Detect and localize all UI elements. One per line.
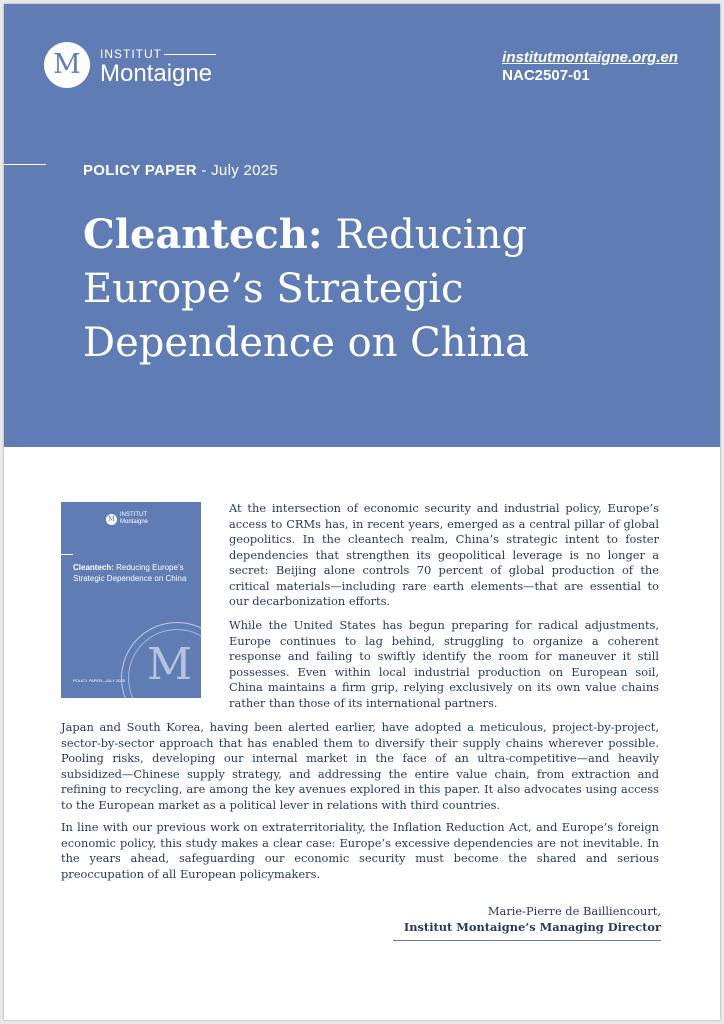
body-paragraph-1: At the intersection of economic security and industrial policy, Europe’s access to CRMs has, in recent years, emerged as a central pillar of global geopolitics. In the cleantech realm, China’s strategic intent to foster dependencies that strengthen its geopolitical leverage is no longer a secret: Beijing alone controls 70 percent of global production of the critical materials—including rare earth elements—that are essential to our decarbonization efforts.	[229, 501, 659, 608]
cover-banner	[4, 4, 720, 447]
thumbnail-logo-name: Montaigne	[120, 519, 149, 525]
kicker-rule	[4, 164, 46, 165]
cover-thumbnail	[61, 502, 201, 698]
body-paragraph-2: While the United States has begun preparing for radical adjustments, Europe continues to lag behind, struggling to organize a coherent response and failing to swiftly identify the room for maneuver it still possesses. Even within local industrial production on European soil, China maintains a firm grip, relying exclusively on its own value chains rather than those of its international partners.	[229, 618, 659, 710]
document-page	[4, 4, 720, 1020]
kicker-date: - July 2025	[196, 162, 279, 179]
paper-kicker	[83, 162, 278, 179]
body-paragraph-3: Japan and South Korea, having been alerted earlier, have adopted a meticulous, project-by-project, sector-by-sector approach that has enabled them to diversify their supply chains wherever possible. Pooling risks, developing our internal market in the face of an ultra-competitive—and heavily subsidized—Chinese supply strategy, and addressing the entire value chain, from extraction and refining to recycling, are among the key avenues explored in this paper. It also advocates using access to the European market as a political lever in relations with third countries.	[61, 720, 659, 812]
logo-montaigne-text: Montaigne	[100, 60, 213, 87]
document-reference: NAC2507-01	[502, 67, 590, 84]
thumbnail-title-lead: Cleantech:	[73, 563, 114, 572]
header-meta	[502, 49, 678, 85]
signature-rule	[393, 940, 661, 941]
signature-block	[404, 903, 661, 935]
signature-role: Institut Montaigne’s Managing Director	[403, 920, 661, 934]
body-paragraph-4: In line with our previous work on extraterritoriality, the Inflation Reduction Act, and Europe’s foreign economic policy, this study makes a clear case: Europe’s excessive dependencies are not inevitable. In the years ahead, safeguarding our economic security must become the shared and serious preoccupation of all European policymakers.	[61, 820, 659, 881]
logo-m-icon: M	[44, 42, 90, 88]
website-link[interactable]: institutmontaigne.org.en	[502, 49, 678, 66]
title-lead: Cleantech:	[83, 211, 323, 258]
title-rest: Reducing Europe’s Strategic Dependence on China	[83, 212, 529, 366]
thumbnail-rule	[61, 554, 73, 555]
thumbnail-logo-text	[120, 512, 148, 526]
thumbnail-footer: POLICY PAPER - JULY 2025	[73, 678, 125, 683]
thumbnail-title	[73, 562, 193, 584]
kicker-type: POLICY PAPER	[83, 162, 197, 179]
logo-rule	[164, 54, 216, 55]
signature-name: Marie-Pierre de Bailliencourt,	[487, 904, 661, 918]
thumbnail-watermark-letter: M	[128, 629, 201, 698]
logo-institut-text: INSTITUT	[100, 47, 162, 61]
thumbnail-m-icon: M	[107, 515, 116, 523]
thumbnail-logo-top: INSTITUT	[120, 512, 147, 518]
thumbnail-title-rest: Reducing Europe’s Strategic Dependence on China	[73, 563, 187, 583]
thumbnail-watermark-icon	[121, 622, 201, 698]
paper-title	[83, 208, 683, 370]
